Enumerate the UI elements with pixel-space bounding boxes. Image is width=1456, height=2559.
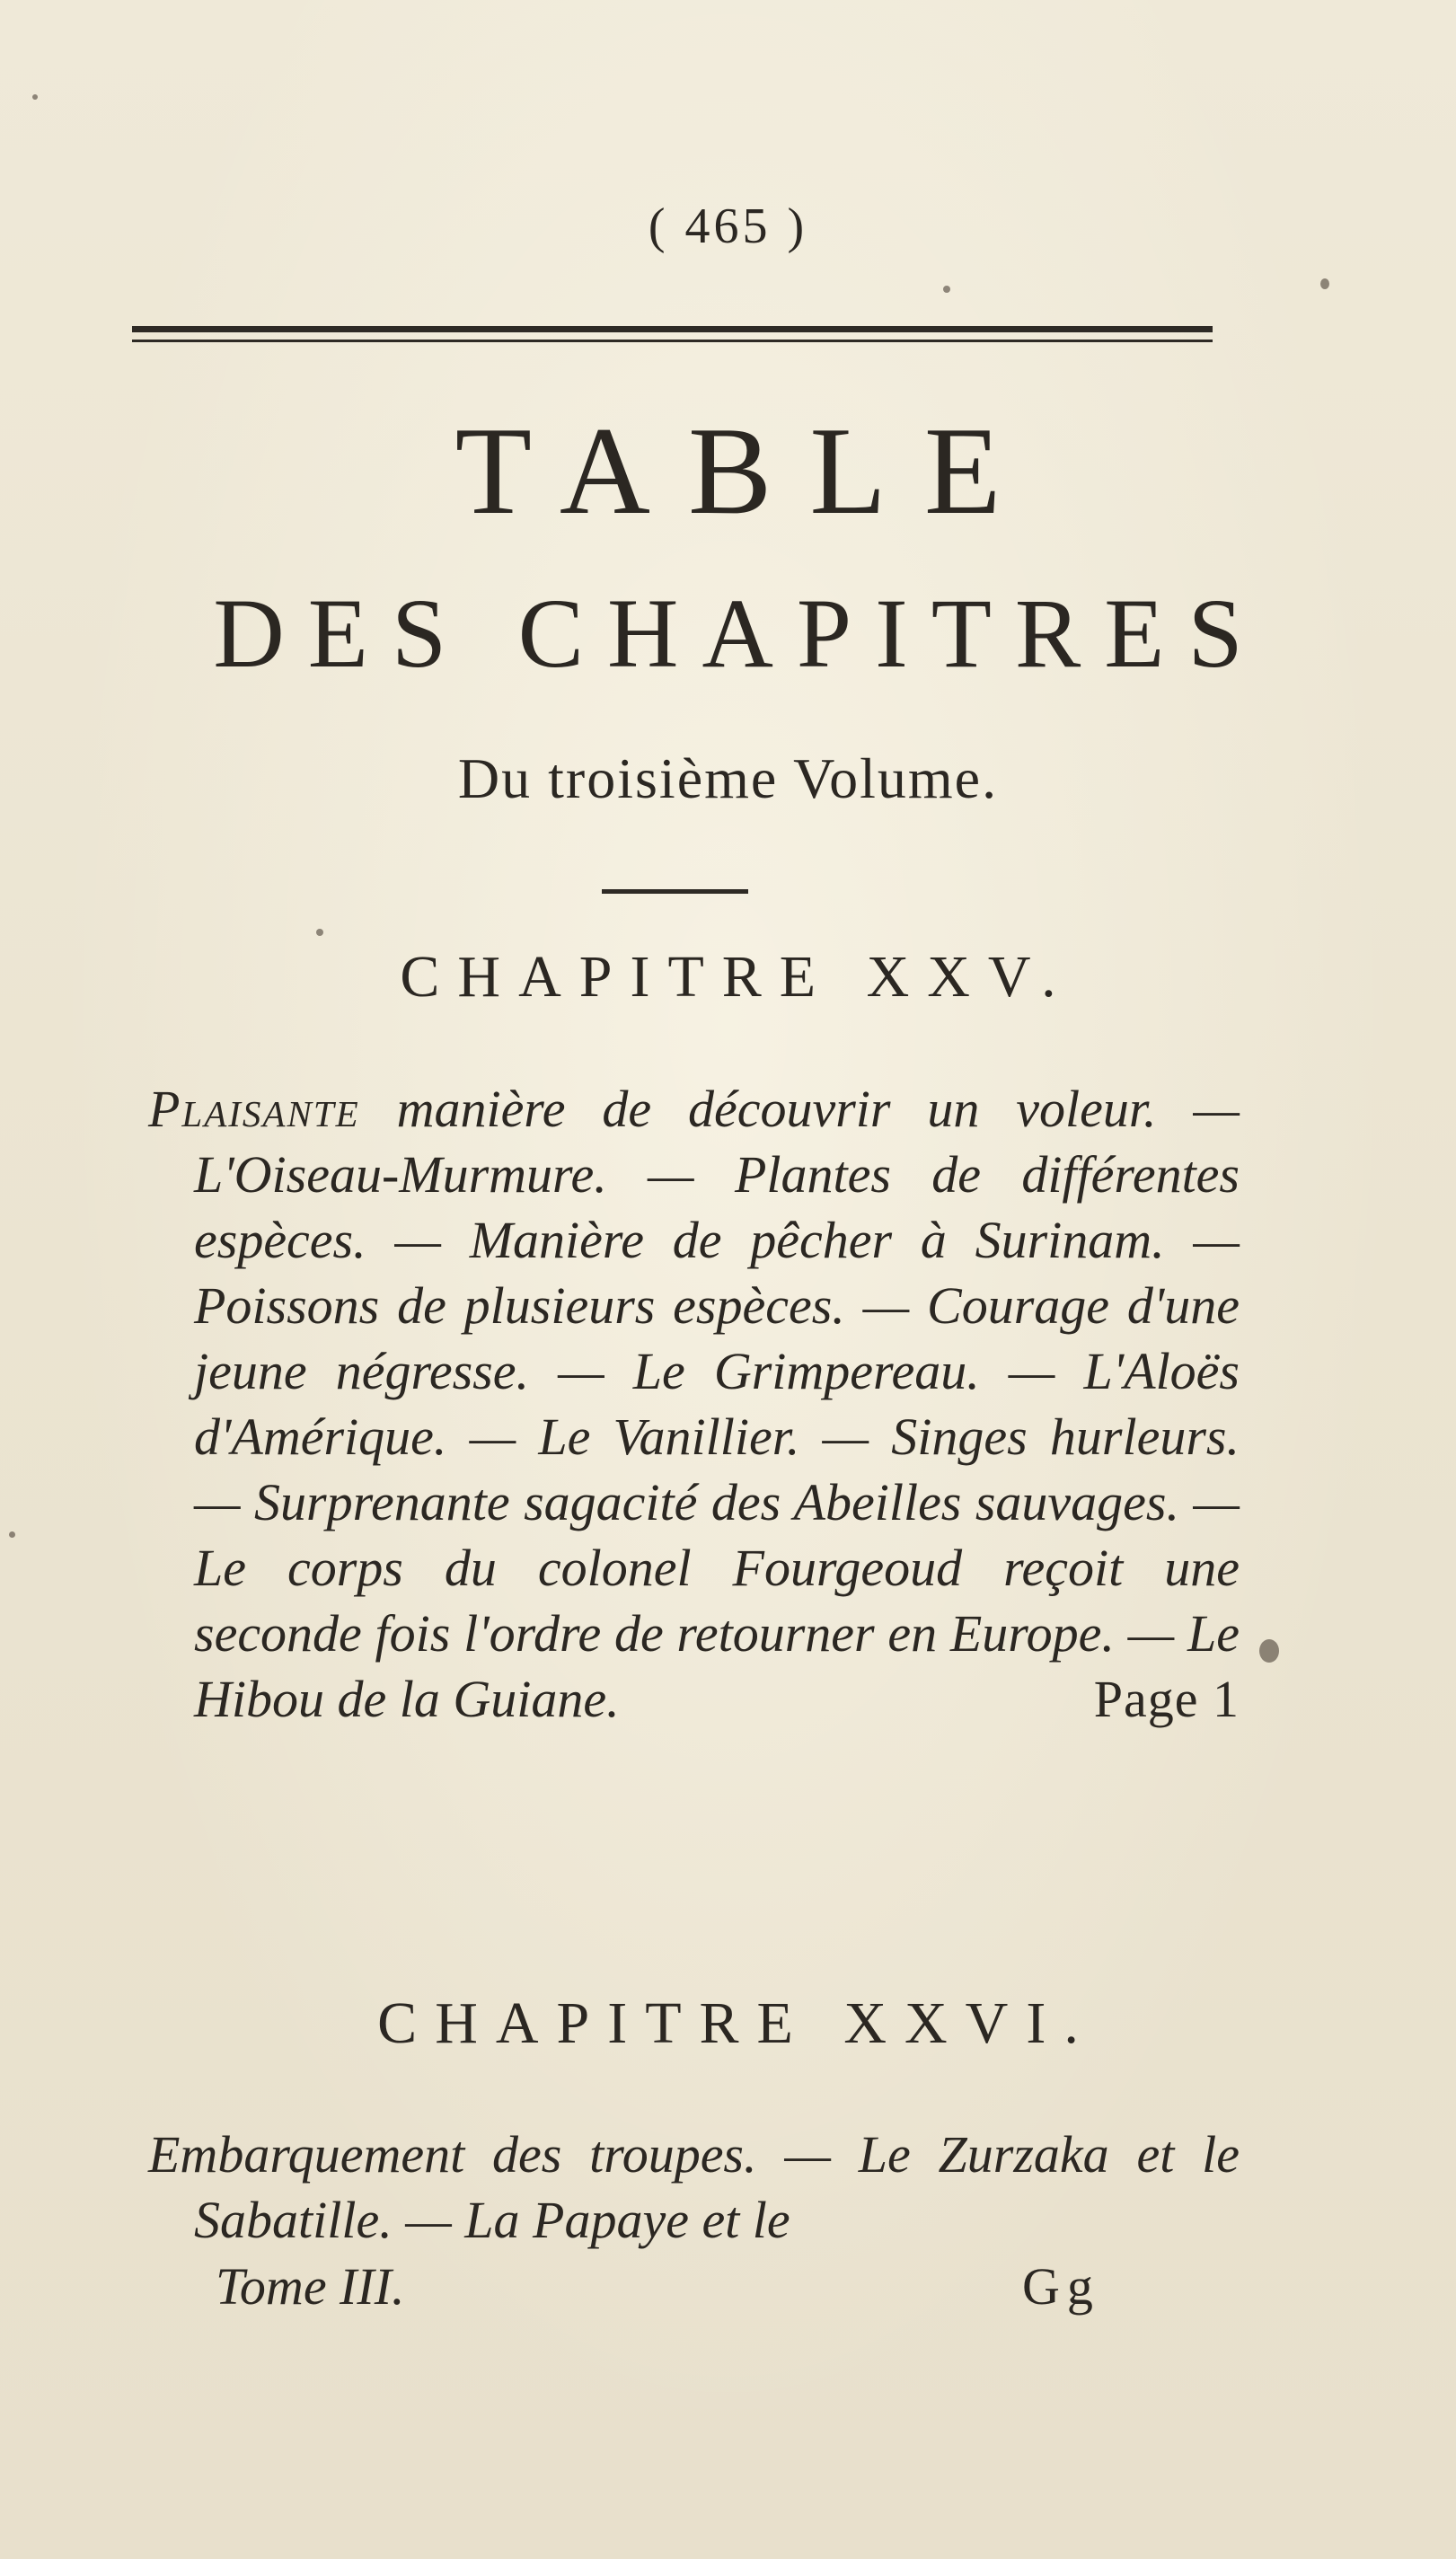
chapter-heading-xxv: CHAPITRE XXV.: [400, 944, 1074, 1010]
ink-spot: [32, 94, 38, 100]
ink-spot: [943, 286, 950, 293]
ink-spot: [1259, 1639, 1279, 1663]
thick-rule-line: [132, 326, 1213, 332]
thin-rule-line: [132, 340, 1213, 342]
chapter-heading-xxvi: CHAPITRE XXVI.: [377, 1990, 1097, 2056]
chapter-summary-text: manière de découvrir un voleur. — L'Oiseau-Murmure. — Plantes de différentes espèces. — Manière de pêcher à Surinam. — Poissons de plusieurs espèces. — Courage d'une jeune négresse. — Le Grimpereau. — L'Aloës d'Amérique. — Le Vanillier. — Singes hurleurs. — Surprenante sagacité des Abeilles sauvages. — Le corps du colonel Fourgeoud reçoit une seconde fois l'ordre de retourner en Europe. — Le Hibou de la Guiane.: [194, 1080, 1240, 1728]
double-rule: [132, 326, 1213, 346]
chapter-summary-xxvi: [148, 2122, 1240, 2253]
page-reference: Page 1: [1093, 1670, 1240, 1728]
chapter-lead-word: Plaisante: [148, 1080, 360, 1138]
table-subtitle: DES CHAPITRES: [213, 578, 1266, 688]
volume-line: Du troisième Volume.: [457, 746, 999, 810]
signature-mark: Gg: [1022, 2257, 1100, 2316]
page-number: ( 465 ): [648, 199, 808, 254]
ink-spot: [316, 929, 323, 936]
chapter-summary-text: Embarquement des troupes. — Le Zurzaka et le Sabatille. — La Papaye et le: [148, 2125, 1240, 2249]
chapter-summary-xxv: [148, 1076, 1240, 1732]
table-title: TABLE: [454, 401, 1039, 541]
ink-spot: [9, 1531, 15, 1538]
volume-label: Tome III.: [216, 2257, 405, 2316]
short-rule: [602, 889, 748, 894]
ink-spot: [1320, 278, 1329, 289]
